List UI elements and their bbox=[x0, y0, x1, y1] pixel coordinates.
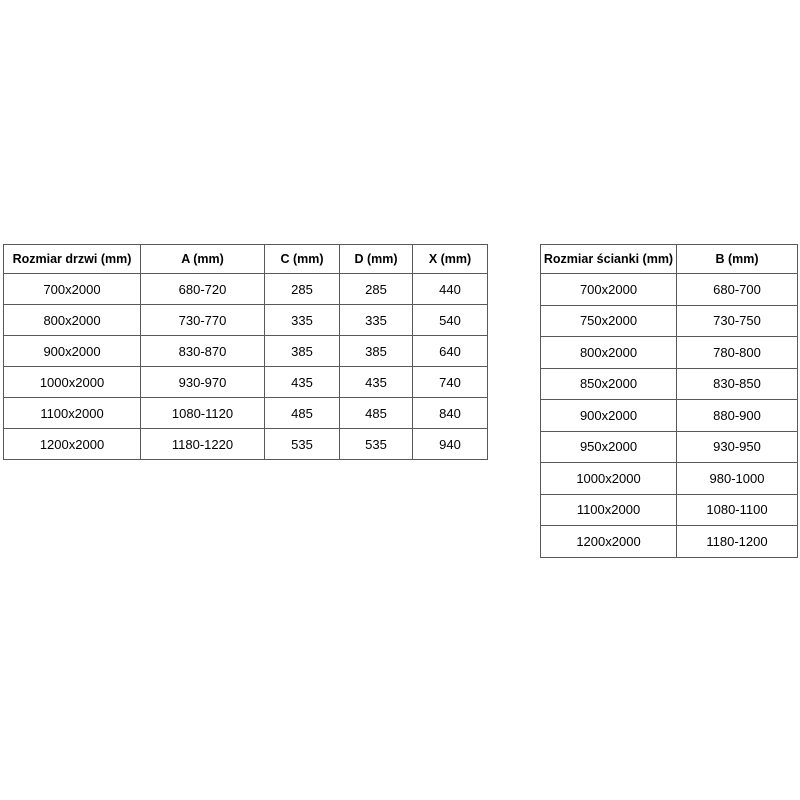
wall-table-body bbox=[541, 274, 798, 558]
table-cell: 435 bbox=[340, 367, 413, 398]
table-cell: 680-700 bbox=[677, 274, 798, 306]
table-row bbox=[541, 400, 798, 432]
table-cell: 980-1000 bbox=[677, 463, 798, 495]
table-row bbox=[541, 526, 798, 558]
table-cell: 535 bbox=[340, 429, 413, 460]
table-cell: 485 bbox=[265, 398, 340, 429]
table-cell: 640 bbox=[413, 336, 488, 367]
table-cell: 1080-1120 bbox=[141, 398, 265, 429]
table-row bbox=[4, 336, 488, 367]
table-cell: 800x2000 bbox=[4, 305, 141, 336]
table-cell: 1200x2000 bbox=[4, 429, 141, 460]
wall-table-header-row bbox=[541, 245, 798, 274]
table-row bbox=[4, 305, 488, 336]
table-cell: 1100x2000 bbox=[4, 398, 141, 429]
table-cell: 780-800 bbox=[677, 337, 798, 369]
table-cell: 950x2000 bbox=[541, 431, 677, 463]
table-cell: 535 bbox=[265, 429, 340, 460]
table-cell: 830-850 bbox=[677, 368, 798, 400]
table-cell: 485 bbox=[340, 398, 413, 429]
table-cell: 700x2000 bbox=[541, 274, 677, 306]
table-cell: 285 bbox=[265, 274, 340, 305]
door-table-header-row bbox=[4, 245, 488, 274]
table-cell: 1000x2000 bbox=[4, 367, 141, 398]
table-cell: 1180-1200 bbox=[677, 526, 798, 558]
door-col-header-a: A (mm) bbox=[141, 245, 265, 274]
table-cell: 930-970 bbox=[141, 367, 265, 398]
door-table-body bbox=[4, 274, 488, 460]
wall-size-table bbox=[540, 244, 798, 558]
table-row bbox=[541, 368, 798, 400]
table-cell: 840 bbox=[413, 398, 488, 429]
wall-col-header-size: Rozmiar ścianki (mm) bbox=[541, 245, 677, 274]
table-cell: 335 bbox=[265, 305, 340, 336]
table-cell: 900x2000 bbox=[541, 400, 677, 432]
table-row bbox=[541, 305, 798, 337]
table-cell: 385 bbox=[265, 336, 340, 367]
table-cell: 385 bbox=[340, 336, 413, 367]
table-cell: 850x2000 bbox=[541, 368, 677, 400]
table-cell: 900x2000 bbox=[4, 336, 141, 367]
table-cell: 1180-1220 bbox=[141, 429, 265, 460]
table-cell: 335 bbox=[340, 305, 413, 336]
table-row bbox=[541, 337, 798, 369]
table-row bbox=[4, 398, 488, 429]
table-cell: 740 bbox=[413, 367, 488, 398]
table-cell: 680-720 bbox=[141, 274, 265, 305]
table-row bbox=[541, 431, 798, 463]
table-cell: 1200x2000 bbox=[541, 526, 677, 558]
door-col-header-size: Rozmiar drzwi (mm) bbox=[4, 245, 141, 274]
table-cell: 540 bbox=[413, 305, 488, 336]
table-cell: 285 bbox=[340, 274, 413, 305]
table-cell: 435 bbox=[265, 367, 340, 398]
table-row bbox=[541, 494, 798, 526]
table-row bbox=[541, 274, 798, 306]
table-row bbox=[4, 367, 488, 398]
table-cell: 830-870 bbox=[141, 336, 265, 367]
table-cell: 750x2000 bbox=[541, 305, 677, 337]
table-cell: 440 bbox=[413, 274, 488, 305]
door-col-header-x: X (mm) bbox=[413, 245, 488, 274]
table-row bbox=[541, 463, 798, 495]
door-col-header-d: D (mm) bbox=[340, 245, 413, 274]
table-cell: 1080-1100 bbox=[677, 494, 798, 526]
door-size-table bbox=[3, 244, 488, 460]
table-cell: 1100x2000 bbox=[541, 494, 677, 526]
table-cell: 1000x2000 bbox=[541, 463, 677, 495]
table-cell: 930-950 bbox=[677, 431, 798, 463]
wall-col-header-b: B (mm) bbox=[677, 245, 798, 274]
door-col-header-c: C (mm) bbox=[265, 245, 340, 274]
table-row bbox=[4, 274, 488, 305]
table-cell: 800x2000 bbox=[541, 337, 677, 369]
table-cell: 880-900 bbox=[677, 400, 798, 432]
table-cell: 730-770 bbox=[141, 305, 265, 336]
table-cell: 730-750 bbox=[677, 305, 798, 337]
table-cell: 700x2000 bbox=[4, 274, 141, 305]
table-row bbox=[4, 429, 488, 460]
table-cell: 940 bbox=[413, 429, 488, 460]
